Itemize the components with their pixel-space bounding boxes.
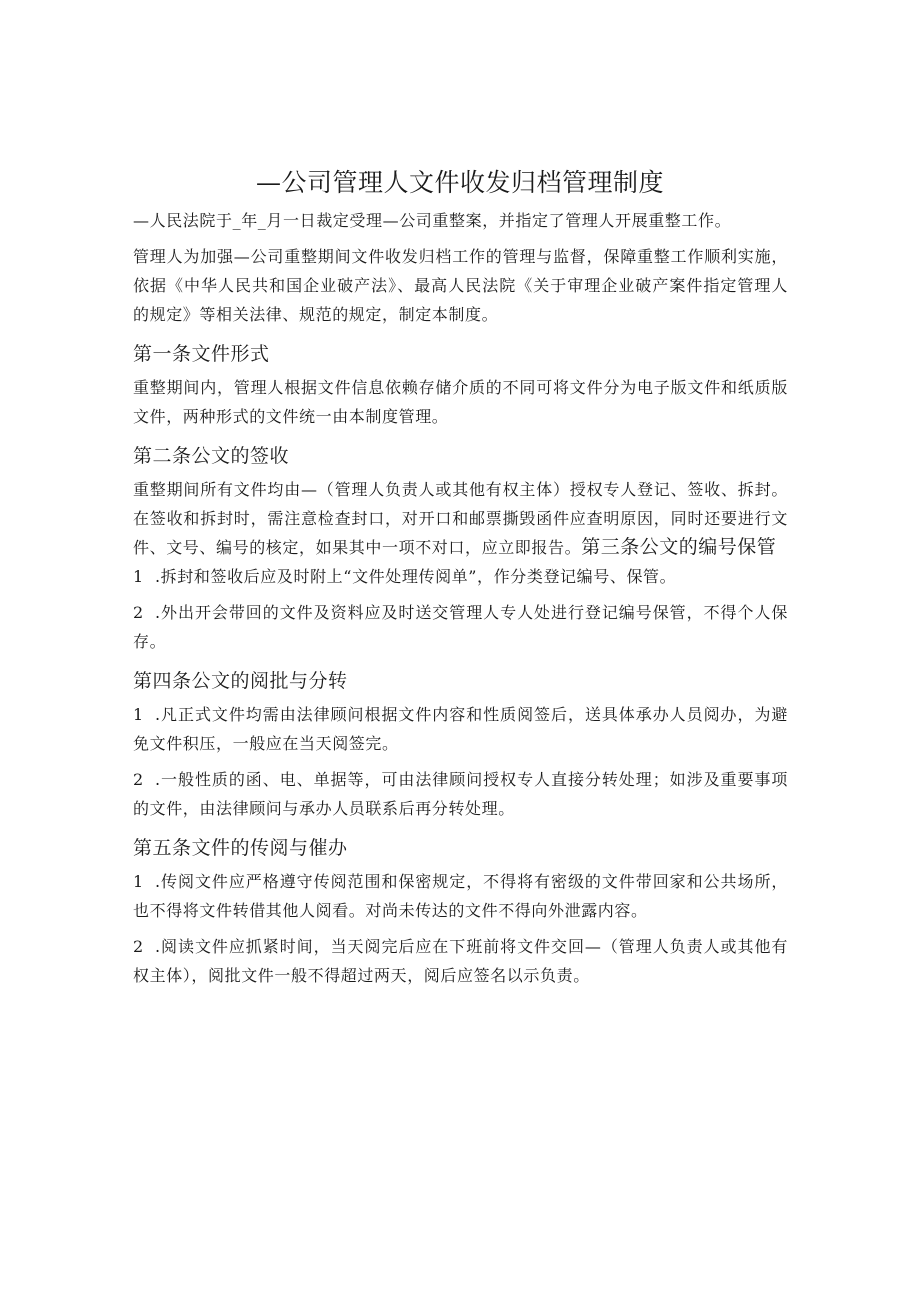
article-2-heading: 第二条公文的签收 [133, 445, 290, 467]
item-text: .一般性质的函、电、单据等，可由法律顾问授权专人直接分转处理；如涉及重要事项的文件，由法律顾问与承办人员联系后再分转处理。 [133, 770, 788, 818]
item-text: .外出开会带回的文件及资料应及时送交管理人专人处进行登记编号保管，不得个人保存。 [133, 603, 788, 651]
article-5-heading: 第五条文件的传阅与催办 [133, 837, 348, 859]
intro-paragraph-1: —人民法院于_年_月一日裁定受理—公司重整案，并指定了管理人开展重整工作。 [133, 211, 732, 230]
item-text: .阅读文件应抓紧时间，当天阅完后应在下班前将文件交回—（管理人负责人或其他有权主体），阅批文件一般不得超过两天，阅后应签名以示负责。 [133, 937, 788, 985]
article-4-item [133, 765, 788, 823]
intro-paragraph-2: 管理人为加强—公司重整期间文件收发归档工作的管理与监督，保障重整工作顺利实施，依据《中华人民共和国企业破产法》、最高人民法院《关于审理企业破产案件指定管理人的规定》等相关法律、规范的规定，制定本制度。 [133, 247, 788, 324]
article-1-heading: 第一条文件形式 [133, 343, 270, 365]
article-5-item [133, 932, 788, 990]
article-2-body: 重整期间所有文件均由—（管理人负责人或其他有权主体）授权专人登记、签收、拆封。在签收和拆封时，需注意检查封口，对开口和邮票撕毁函件应查明原因，同时还要进行文件、文号、编号的核定，如果其中一项不对口，应立即报告。 [133, 480, 788, 557]
document-body [133, 206, 788, 990]
item-number: 2 [133, 937, 144, 956]
article-1-text: 重整期间内，管理人根据文件信息依赖存储介质的不同可将文件分为电子版文件和纸质版文件，两种形式的文件统一由本制度管理。 [133, 378, 788, 426]
article-3-heading: 第三条公文的编号保管 [581, 536, 777, 558]
item-number: 2 [133, 770, 144, 789]
item-text: .传阅文件应严格遵守传阅范围和保密规定，不得将有密级的文件带回家和公共场所，也不得将文件转借其他人阅看。对尚未传达的文件不得向外泄露内容。 [133, 872, 788, 920]
article-3-item [133, 598, 788, 656]
item-text: .凡正式文件均需由法律顾问根据文件内容和性质阅签后，送具体承办人员阅办，为避免文件积压，一般应在当天阅签完。 [133, 705, 788, 753]
article-2-text [133, 475, 788, 562]
item-number: 1 [133, 567, 144, 586]
article-4-item [133, 700, 788, 758]
item-number: 1 [133, 705, 144, 724]
item-text: .拆封和签收后应及时附上“文件处理传阅单”，作分类登记编号、保管。 [155, 567, 677, 586]
article-4-heading: 第四条公文的阅批与分转 [133, 670, 348, 692]
article-3-item [133, 562, 788, 591]
document-title: —公司管理人文件收发归档管理制度 [255, 168, 664, 197]
item-number: 1 [133, 872, 144, 891]
item-number: 2 [133, 603, 144, 622]
article-5-item [133, 867, 788, 925]
